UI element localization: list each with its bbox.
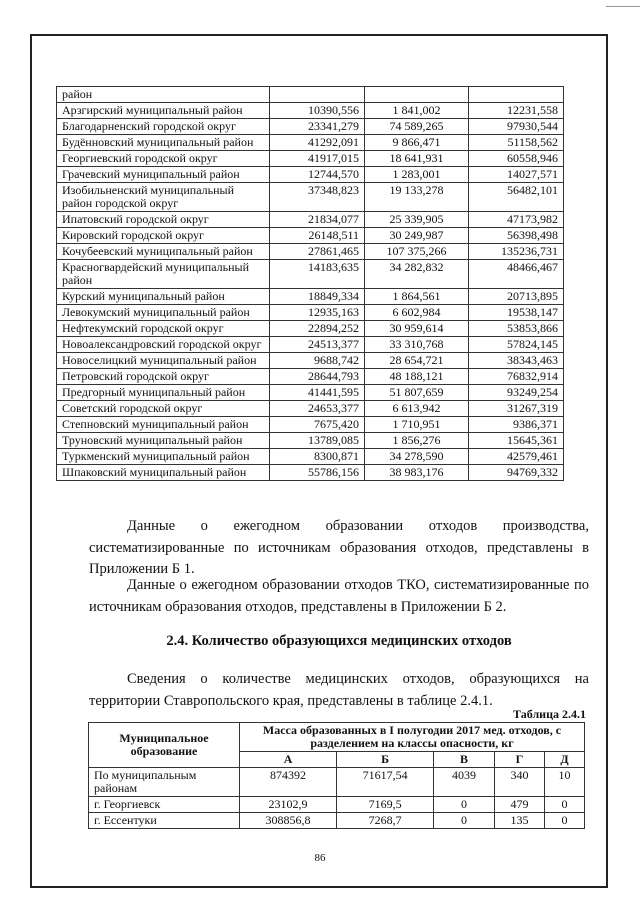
section-heading: 2.4. Количество образующихся медицинских отходов <box>166 633 512 649</box>
table-row <box>57 212 564 228</box>
paragraph-medical-waste <box>89 669 589 712</box>
table-row <box>57 228 564 244</box>
header-mass: Масса образованных в I полугодии 2017 мед. отходов, с разделением на классы опасности, кг <box>240 723 585 752</box>
value-b-cell: 6 602,984 <box>365 305 469 321</box>
value-a-cell <box>270 87 365 103</box>
municipality-cell: Изобильненский муниципальный район городской округ <box>57 183 270 212</box>
municipality-cell: Предгорный муниципальный район <box>57 385 270 401</box>
table-row <box>57 87 564 103</box>
value-a-cell: 41292,091 <box>270 135 365 151</box>
value-c-cell: 57824,145 <box>469 337 564 353</box>
medical-waste-table <box>88 722 585 829</box>
municipality-cell: Кочубеевский муниципальный район <box>57 244 270 260</box>
value-a-cell: 9688,742 <box>270 353 365 369</box>
class-value-cell: 7268,7 <box>337 813 434 829</box>
header-class-cell: Г <box>494 752 544 768</box>
value-c-cell: 94769,332 <box>469 465 564 481</box>
class-value-cell: 479 <box>494 797 544 813</box>
corner-mark <box>606 6 640 7</box>
value-a-cell: 12744,570 <box>270 167 365 183</box>
table-row <box>57 135 564 151</box>
table-row <box>57 260 564 289</box>
value-c-cell: 38343,463 <box>469 353 564 369</box>
table-row <box>57 103 564 119</box>
value-a-cell: 55786,156 <box>270 465 365 481</box>
value-c-cell: 15645,361 <box>469 433 564 449</box>
value-a-cell: 21834,077 <box>270 212 365 228</box>
header-municipality: Муниципальное образование <box>89 723 240 768</box>
table-row <box>57 433 564 449</box>
medical-waste-table-body <box>89 723 585 829</box>
value-a-cell: 24513,377 <box>270 337 365 353</box>
value-c-cell: 31267,319 <box>469 401 564 417</box>
value-a-cell: 14183,635 <box>270 260 365 289</box>
class-value-cell: 340 <box>494 768 544 797</box>
value-b-cell: 1 710,951 <box>365 417 469 433</box>
value-b-cell: 18 641,931 <box>365 151 469 167</box>
value-a-cell: 41441,595 <box>270 385 365 401</box>
value-c-cell <box>469 87 564 103</box>
municipality-cell: Арзгирский муниципальный район <box>57 103 270 119</box>
table-row <box>57 369 564 385</box>
paragraph-text: Данные о ежегодном образовании отходов ТКО, систематизированные по источникам образования отходов, представлены в Приложении Б 2. <box>89 577 589 615</box>
value-b-cell: 33 310,768 <box>365 337 469 353</box>
value-c-cell: 14027,571 <box>469 167 564 183</box>
header-class-cell: В <box>434 752 495 768</box>
table-row <box>57 183 564 212</box>
class-value-cell: 23102,9 <box>240 797 337 813</box>
municipality-cell: Левокумский муниципальный район <box>57 305 270 321</box>
value-c-cell: 47173,982 <box>469 212 564 228</box>
paragraph-tko-waste <box>89 575 589 618</box>
value-c-cell: 56482,101 <box>469 183 564 212</box>
table-row <box>57 167 564 183</box>
value-b-cell: 6 613,942 <box>365 401 469 417</box>
table-row <box>57 337 564 353</box>
value-c-cell: 53853,866 <box>469 321 564 337</box>
value-c-cell: 56398,498 <box>469 228 564 244</box>
class-value-cell: 7169,5 <box>337 797 434 813</box>
value-b-cell: 1 864,561 <box>365 289 469 305</box>
value-b-cell: 107 375,266 <box>365 244 469 260</box>
value-b-cell: 1 283,001 <box>365 167 469 183</box>
value-a-cell: 26148,511 <box>270 228 365 244</box>
header-class-cell: Б <box>337 752 434 768</box>
municipality-cell: Грачевский муниципальный район <box>57 167 270 183</box>
value-b-cell: 9 866,471 <box>365 135 469 151</box>
value-a-cell: 28644,793 <box>270 369 365 385</box>
value-c-cell: 51158,562 <box>469 135 564 151</box>
value-b-cell <box>365 87 469 103</box>
value-a-cell: 18849,334 <box>270 289 365 305</box>
table-row <box>57 417 564 433</box>
value-a-cell: 10390,556 <box>270 103 365 119</box>
municipality-cell: Туркменский муниципальный район <box>57 449 270 465</box>
value-a-cell: 27861,465 <box>270 244 365 260</box>
value-a-cell: 24653,377 <box>270 401 365 417</box>
municipality-cell: Советский городской округ <box>57 401 270 417</box>
value-c-cell: 93249,254 <box>469 385 564 401</box>
table-row <box>57 465 564 481</box>
value-b-cell: 19 133,278 <box>365 183 469 212</box>
municipality-cell: Георгиевский городской округ <box>57 151 270 167</box>
value-b-cell: 30 959,614 <box>365 321 469 337</box>
municipality-cell: Степновский муниципальный район <box>57 417 270 433</box>
value-b-cell: 74 589,265 <box>365 119 469 135</box>
class-value-cell: 308856,8 <box>240 813 337 829</box>
municipality-cell: Новоалександровский городской округ <box>57 337 270 353</box>
value-c-cell: 42579,461 <box>469 449 564 465</box>
municipality-cell: Новоселицкий муниципальный район <box>57 353 270 369</box>
class-value-cell: 0 <box>545 797 585 813</box>
class-value-cell: 135 <box>494 813 544 829</box>
paragraph-text: Сведения о количестве медицинских отходов, образующихся на территории Ставропольского края, представлены в таблице 2.4.1. <box>89 671 589 709</box>
value-a-cell: 37348,823 <box>270 183 365 212</box>
class-value-cell: 0 <box>434 797 495 813</box>
municipality-cell: г. Ессентуки <box>89 813 240 829</box>
municipality-cell: По муниципальным районам <box>89 768 240 797</box>
value-b-cell: 48 188,121 <box>365 369 469 385</box>
value-c-cell: 20713,895 <box>469 289 564 305</box>
page-number: 86 <box>314 852 326 864</box>
table-row <box>57 244 564 260</box>
header-class-cell: Д <box>545 752 585 768</box>
table-row <box>89 768 585 797</box>
class-value-cell: 10 <box>545 768 585 797</box>
value-b-cell: 34 282,832 <box>365 260 469 289</box>
value-c-cell: 48466,467 <box>469 260 564 289</box>
value-c-cell: 135236,731 <box>469 244 564 260</box>
municipality-cell: Нефтекумский городской округ <box>57 321 270 337</box>
municipality-cell: Петровский городской округ <box>57 369 270 385</box>
table-row <box>57 289 564 305</box>
value-b-cell: 28 654,721 <box>365 353 469 369</box>
municipality-cell: Красногвардейский муниципальный район <box>57 260 270 289</box>
municipality-cell: Ипатовский городской округ <box>57 212 270 228</box>
waste-table-body <box>57 87 564 481</box>
table-row <box>57 401 564 417</box>
waste-table <box>56 86 564 481</box>
value-a-cell: 8300,871 <box>270 449 365 465</box>
value-b-cell: 25 339,905 <box>365 212 469 228</box>
value-b-cell: 34 278,590 <box>365 449 469 465</box>
value-c-cell: 60558,946 <box>469 151 564 167</box>
value-a-cell: 13789,085 <box>270 433 365 449</box>
value-b-cell: 51 807,659 <box>365 385 469 401</box>
table-row <box>57 151 564 167</box>
value-a-cell: 12935,163 <box>270 305 365 321</box>
municipality-cell: Благодарненский городской округ <box>57 119 270 135</box>
class-value-cell: 71617,54 <box>337 768 434 797</box>
paragraph-production-waste <box>89 516 589 581</box>
header-row <box>89 723 585 752</box>
table-row <box>89 813 585 829</box>
value-c-cell: 12231,558 <box>469 103 564 119</box>
municipality-cell: район <box>57 87 270 103</box>
value-c-cell: 97930,544 <box>469 119 564 135</box>
municipality-cell: Курский муниципальный район <box>57 289 270 305</box>
table-row <box>57 385 564 401</box>
value-a-cell: 41917,015 <box>270 151 365 167</box>
header-class-cell: А <box>240 752 337 768</box>
value-b-cell: 1 841,002 <box>365 103 469 119</box>
table-row <box>57 119 564 135</box>
municipality-cell: Будённовский муниципальный район <box>57 135 270 151</box>
table-row <box>57 353 564 369</box>
value-a-cell: 22894,252 <box>270 321 365 337</box>
municipality-cell: Кировский городской округ <box>57 228 270 244</box>
table-row <box>57 305 564 321</box>
value-c-cell: 19538,147 <box>469 305 564 321</box>
table-row <box>57 449 564 465</box>
value-a-cell: 7675,420 <box>270 417 365 433</box>
class-value-cell: 0 <box>434 813 495 829</box>
value-c-cell: 76832,914 <box>469 369 564 385</box>
table-row <box>89 797 585 813</box>
class-value-cell: 0 <box>545 813 585 829</box>
class-value-cell: 874392 <box>240 768 337 797</box>
paragraph-text: Данные о ежегодном образовании отходов производства, систематизированные по источникам образования отходов, представлены в Приложении Б 1. <box>89 518 589 577</box>
value-b-cell: 1 856,276 <box>365 433 469 449</box>
table-caption: Таблица 2.4.1 <box>513 707 586 721</box>
table-row <box>57 321 564 337</box>
value-c-cell: 9386,371 <box>469 417 564 433</box>
municipality-cell: Труновский муниципальный район <box>57 433 270 449</box>
municipality-cell: г. Георгиевск <box>89 797 240 813</box>
value-a-cell: 23341,279 <box>270 119 365 135</box>
class-value-cell: 4039 <box>434 768 495 797</box>
value-b-cell: 38 983,176 <box>365 465 469 481</box>
municipality-cell: Шпаковский муниципальный район <box>57 465 270 481</box>
value-b-cell: 30 249,987 <box>365 228 469 244</box>
